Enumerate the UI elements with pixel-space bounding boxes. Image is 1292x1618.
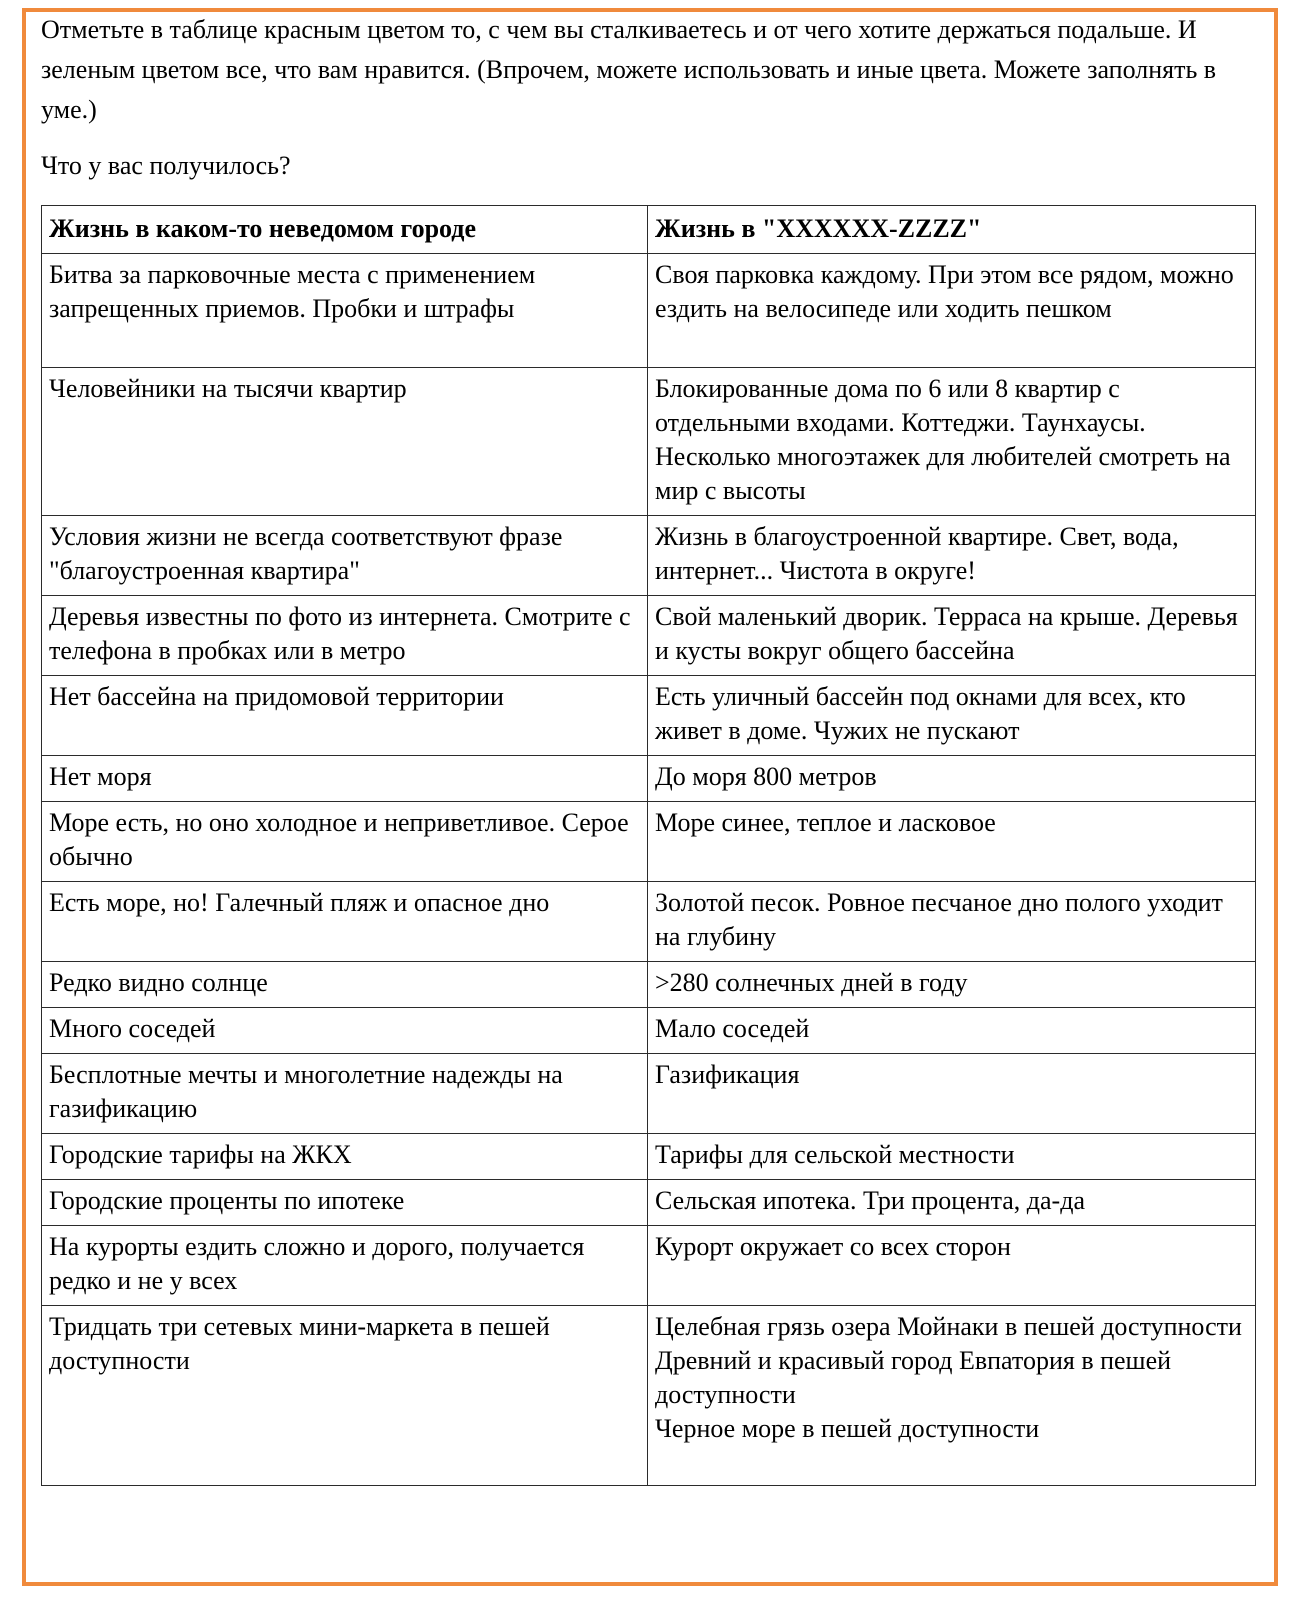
cell-left: Редко видно солнце — [42, 962, 648, 1008]
cell-right: Жизнь в благоустроенной квартире. Свет, вода, интернет... Чистота в округе! — [648, 516, 1256, 596]
table-row — [42, 1180, 1256, 1226]
cell-right: Море синее, теплое и ласковое — [648, 802, 1256, 882]
intro-paragraph: Отметьте в таблице красным цветом то, с чем вы сталкиваетесь и от чего хотите держаться подальше. И зеленым цветом все, что вам нравится. (Впрочем, можете использовать и иные цвета. Можете заполнять в уме.) — [41, 15, 1217, 124]
cell-left: Нет моря — [42, 756, 648, 802]
cell-right: Мало соседей — [648, 1008, 1256, 1054]
cell-left: Городские проценты по ипотеке — [42, 1180, 648, 1226]
table-row — [42, 962, 1256, 1008]
cell-left: Море есть, но оно холодное и неприветливое. Серое обычно — [42, 802, 648, 882]
table-row — [42, 1054, 1256, 1134]
table-row — [42, 368, 1256, 516]
table-row — [42, 254, 1256, 368]
cell-right: Есть уличный бассейн под окнами для всех, кто живет в доме. Чужих не пускают — [648, 676, 1256, 756]
cell-left: Есть море, но! Галечный пляж и опасное дно — [42, 882, 648, 962]
cell-left: На курорты ездить сложно и дорого, получается редко и не у всех — [42, 1226, 648, 1306]
cell-left: Нет бассейна на придомовой территории — [42, 676, 648, 756]
table-row — [42, 1134, 1256, 1180]
cell-left: Битва за парковочные места с применением запрещенных приемов. Пробки и штрафы — [42, 254, 648, 368]
intro-section — [41, 10, 1271, 186]
cell-left: Бесплотные мечты и многолетние надежды на газификацию — [42, 1054, 648, 1134]
cell-right: Сельская ипотека. Три процента, да-да — [648, 1180, 1256, 1226]
table-row — [42, 596, 1256, 676]
cell-left: Деревья известны по фото из интернета. Смотрите с телефона в пробках или в метро — [42, 596, 648, 676]
cell-right: Тарифы для сельской местности — [648, 1134, 1256, 1180]
cell-right: Целебная грязь озера Мойнаки в пешей доступности Древний и красивый город Евпатория в пешей доступности Черное море в пешей доступности — [648, 1306, 1256, 1486]
table-row — [42, 1306, 1256, 1486]
header-right-column: Жизнь в "XXXXXX-ZZZZ" — [648, 206, 1256, 254]
cell-right: До моря 800 метров — [648, 756, 1256, 802]
cell-right: Газификация — [648, 1054, 1256, 1134]
table-row — [42, 1226, 1256, 1306]
cell-right: Блокированные дома по 6 или 8 квартир с отдельными входами. Коттеджи. Таунхаусы. Несколько многоэтажек для любителей смотреть на мир с высоты — [648, 368, 1256, 516]
table-header-row — [42, 206, 1256, 254]
header-left-column: Жизнь в каком-то неведомом городе — [42, 206, 648, 254]
cell-left: Тридцать три сетевых мини-маркета в пешей доступности — [42, 1306, 648, 1486]
table-row — [42, 676, 1256, 756]
cell-right: Свой маленький дворик. Терраса на крыше. Деревья и кусты вокруг общего бассейна — [648, 596, 1256, 676]
table-row — [42, 802, 1256, 882]
table-row — [42, 756, 1256, 802]
cell-left: Человейники на тысячи квартир — [42, 368, 648, 516]
cell-right: Золотой песок. Ровное песчаное дно полого уходит на глубину — [648, 882, 1256, 962]
cell-left: Городские тарифы на ЖКХ — [42, 1134, 648, 1180]
cell-right: Своя парковка каждому. При этом все рядом, можно ездить на велосипеде или ходить пешком — [648, 254, 1256, 368]
intro-question: Что у вас получилось? — [41, 151, 291, 180]
table-row — [42, 1008, 1256, 1054]
cell-right: >280 солнечных дней в году — [648, 962, 1256, 1008]
comparison-table — [41, 205, 1256, 1486]
table-row — [42, 516, 1256, 596]
table-row — [42, 882, 1256, 962]
cell-left: Условия жизни не всегда соответствуют фразе "благоустроенная квартира" — [42, 516, 648, 596]
cell-right: Курорт окружает со всех сторон — [648, 1226, 1256, 1306]
cell-left: Много соседей — [42, 1008, 648, 1054]
